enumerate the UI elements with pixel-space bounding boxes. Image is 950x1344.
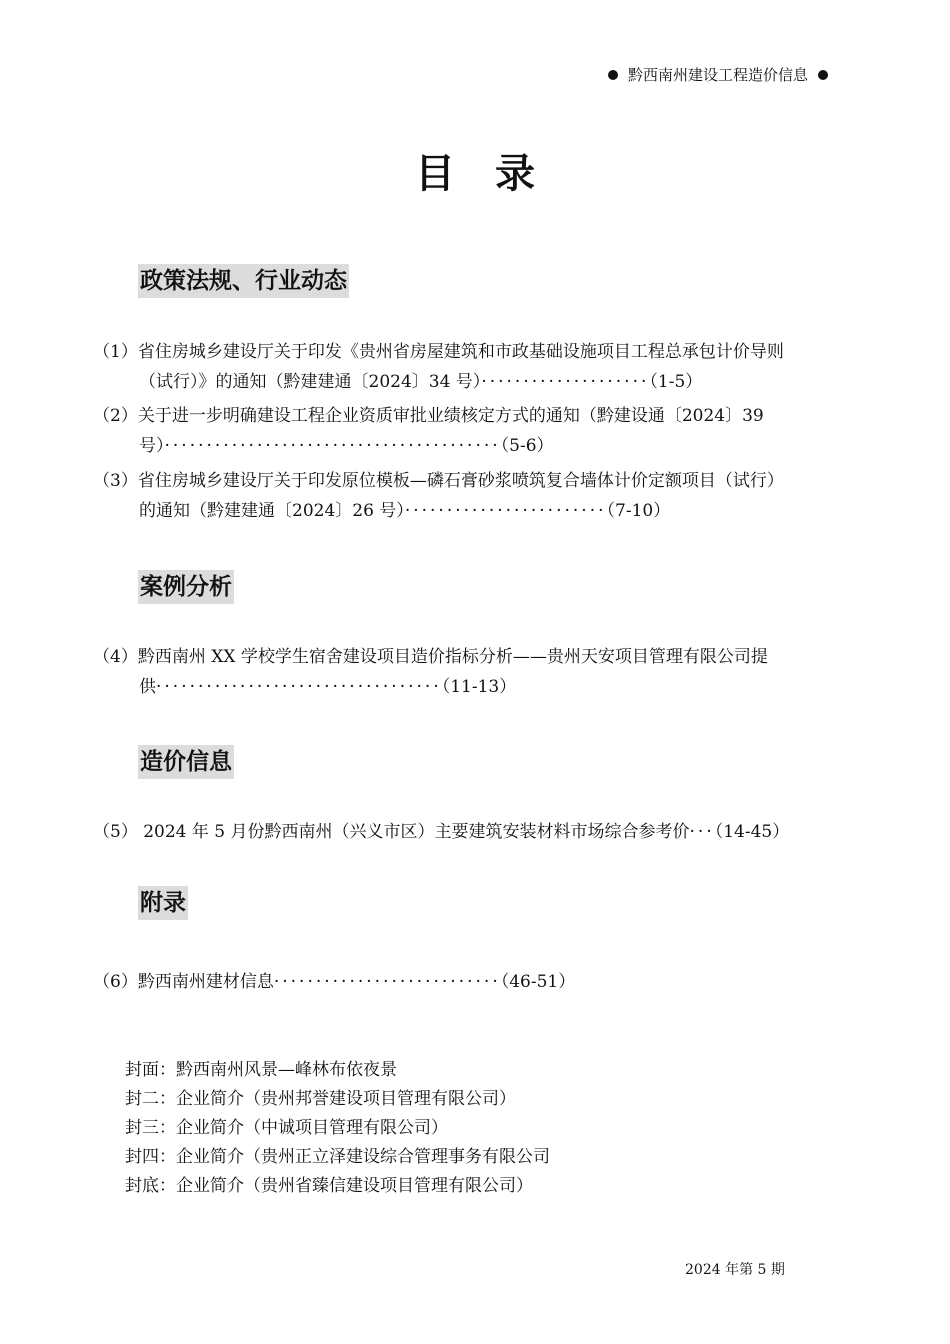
toc-entry <box>93 967 873 997</box>
page-title: 目录 <box>415 151 575 197</box>
header-text: 黔西南州建设工程造价信息 <box>627 66 808 84</box>
toc-entry <box>93 817 873 847</box>
entry-pages: （11-13） <box>441 677 517 697</box>
toc-entry <box>93 642 873 702</box>
section-heading: 案例分析 <box>138 570 234 604</box>
leader-dots: ·································· <box>156 677 442 697</box>
entry-line2: 供 <box>139 677 156 697</box>
entry-line2: （试行）》的通知（黔建建通〔2024〕34 号） <box>139 372 482 392</box>
section-heading: 造价信息 <box>138 745 234 779</box>
cover-item: 封四：企业简介（贵州正立泽建设综合管理事务有限公司 <box>125 1147 550 1167</box>
cover-item: 封三：企业简介（中诚项目管理有限公司） <box>125 1118 448 1138</box>
cover-item: 封底：企业简介（贵州省臻信建设项目管理有限公司） <box>125 1176 533 1196</box>
toc-entry <box>93 337 873 397</box>
leader-dots: ···················· <box>481 372 650 392</box>
entry-line1: （5） 2024 年 5 月份黔西南州（兴义市区）主要建筑安装材料市场综合参考价 <box>93 822 690 842</box>
entry-line2: 的通知（黔建建通〔2024〕26 号） <box>139 501 405 521</box>
entry-pages: （7-10） <box>606 501 671 521</box>
bullet-icon <box>818 70 828 80</box>
cover-item: 封面：黔西南州风景—峰林布依夜景 <box>125 1060 397 1080</box>
entry-line1: （2）关于进一步明确建设工程企业资质审批业绩核定方式的通知（黔建设通〔2024〕39 <box>93 406 764 426</box>
bullet-icon <box>608 70 618 80</box>
entry-line1: （1）省住房城乡建设厅关于印发《贵州省房屋建筑和市政基础设施项目工程总承包计价导则 <box>93 342 784 362</box>
section-heading: 政策法规、行业动态 <box>138 264 349 298</box>
leader-dots: ··························· <box>273 972 501 992</box>
entry-line1: （3）省住房城乡建设厅关于印发原位模板—磷石膏砂浆喷筑复合墙体计价定额项目（试行） <box>93 471 784 491</box>
entry-pages: （46-51） <box>500 972 576 992</box>
entry-pages: （1-5） <box>649 372 703 392</box>
issue-footer: 2024 年第 5 期 <box>685 1262 785 1278</box>
entry-line2: 号） <box>139 436 165 456</box>
running-header <box>608 64 828 85</box>
cover-item: 封二：企业简介（贵州邦誉建设项目管理有限公司） <box>125 1089 516 1109</box>
leader-dots: ········································ <box>164 436 501 456</box>
entry-pages: （5-6） <box>500 436 554 456</box>
leader-dots: ··· <box>689 822 715 842</box>
entry-pages: （14-45） <box>714 822 790 842</box>
entry-line1: （6）黔西南州建材信息 <box>93 972 274 992</box>
toc-entry <box>93 466 873 526</box>
toc-entry <box>93 401 873 461</box>
section-heading: 附录 <box>138 886 188 920</box>
entry-line1: （4）黔西南州 XX 学校学生宿舍建设项目造价指标分析——贵州天安项目管理有限公司提 <box>93 647 768 667</box>
leader-dots: ························ <box>404 501 607 521</box>
cover-list <box>125 1056 550 1201</box>
